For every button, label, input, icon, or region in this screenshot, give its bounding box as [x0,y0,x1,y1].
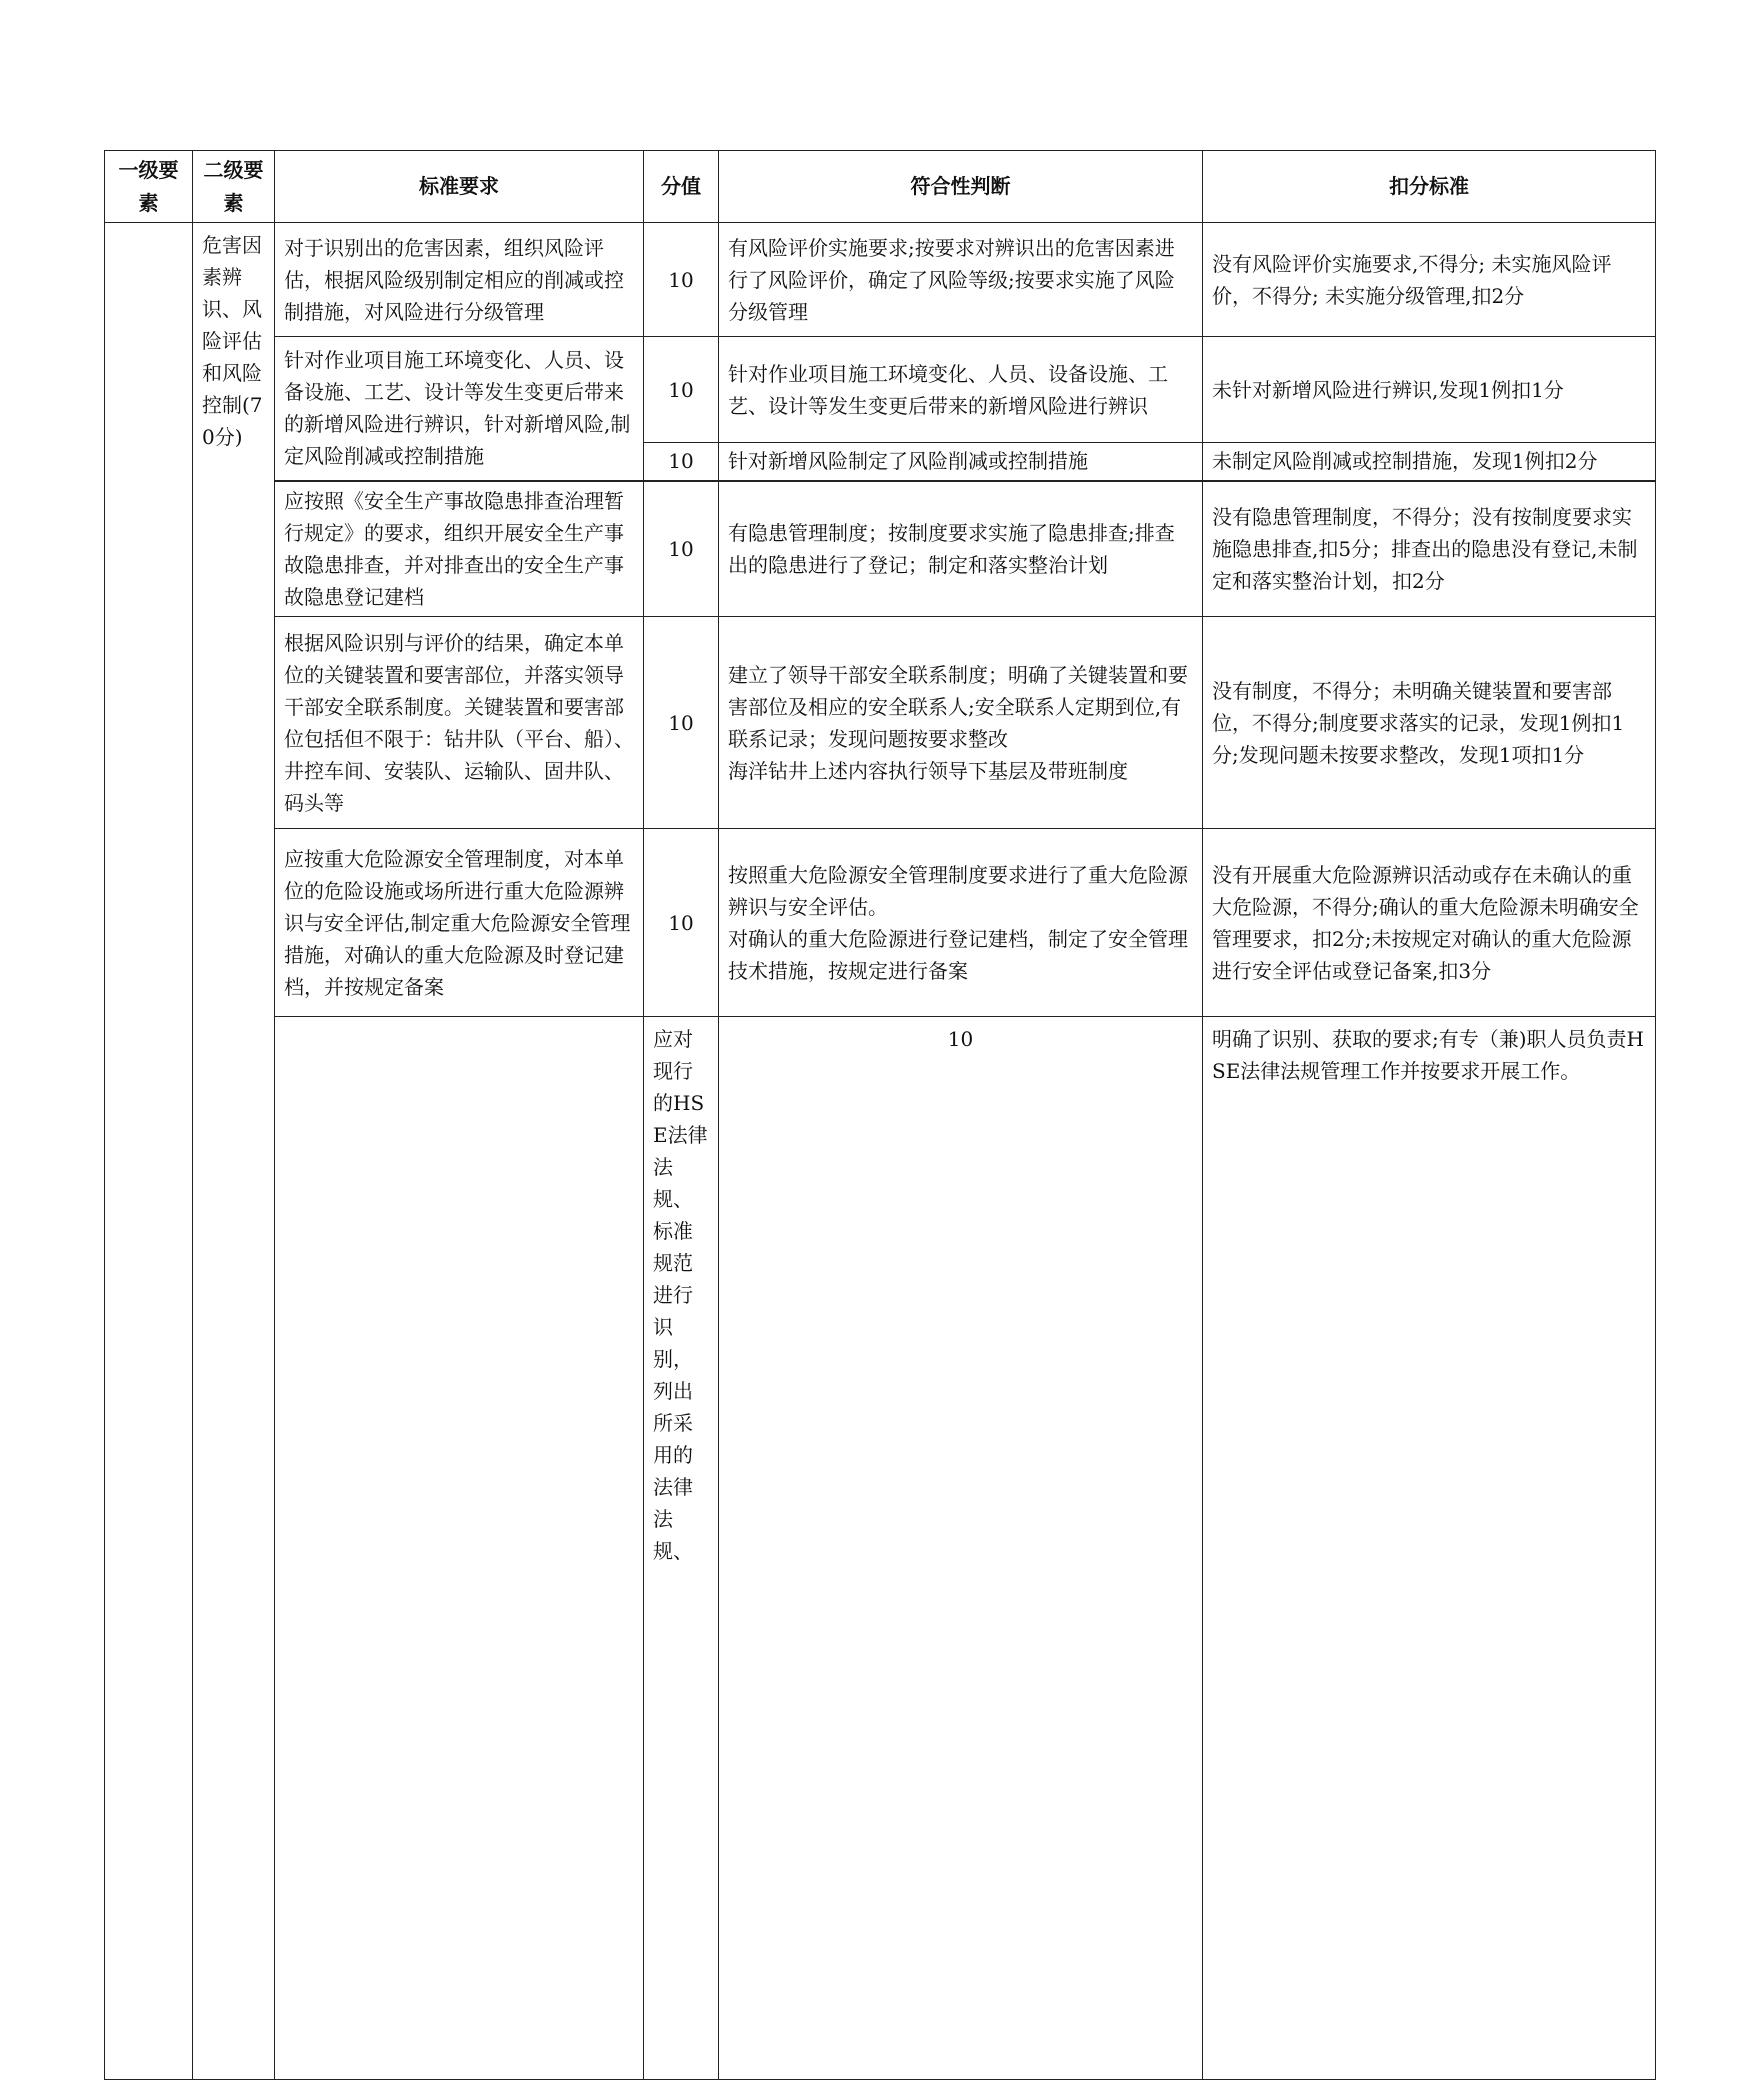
deduction-cell: 未针对新增风险进行辨识,发现1例扣1分 [1203,337,1656,443]
table-row [105,617,1656,829]
deduction-cell: 没有开展重大危险源辨识活动或存在未确认的重大危险源，不得分;确认的重大危险源未明确安全管理要求，扣2分;未按规定对确认的重大危险源进行安全评估或登记备案,扣3分 [1203,829,1656,1017]
level1-cell [105,223,193,2080]
judgment-cell: 有风险评价实施要求;按要求对辨识出的危害因素进行了风险评价，确定了风险等级;按要求实施了风险分级管理 [719,223,1203,337]
judgment-extra: 对确认的重大危险源进行登记建档，制定了安全管理技术措施，按规定进行备案 [728,926,1188,983]
judgment-cell: 有隐患管理制度；按制度要求实施了隐患排查;排查出的隐患进行了登记；制定和落实整治计划 [719,481,1203,617]
judgment-cell: 明确了识别、获取的要求;有专（兼)职人员负责HSE法律法规管理工作并按要求开展工作。 [1203,1017,1656,2080]
header-standard: 标准要求 [275,151,644,223]
judgment-text: 按照重大危险源安全管理制度要求进行了重大危险源辨识与安全评估。 [728,862,1188,919]
header-level2: 二级要素 [193,151,275,223]
standard-cell: 应按照《安全生产事故隐患排查治理暂行规定》的要求，组织开展安全生产事故隐患排查，并对排查出的安全生产事故隐患登记建档 [275,481,644,617]
level2-cell-next [275,1017,644,2080]
table-row [105,223,1656,337]
deduction-cell: 没有隐患管理制度，不得分；没有按制度要求实施隐患排查,扣5分；排查出的隐患没有登记,未制定和落实整治计划，扣2分 [1203,481,1656,617]
standard-cell: 针对作业项目施工环境变化、人员、设备设施、工艺、设计等发生变更后带来的新增风险进行辨识，针对新增风险,制定风险削减或控制措施 [275,337,644,481]
header-score: 分值 [644,151,719,223]
judgment-extra: 海洋钻井上述内容执行领导下基层及带班制度 [728,758,1128,783]
table-row [105,337,1656,443]
deduction-cell: 没有风险评价实施要求,不得分; 未实施风险评价，不得分; 未实施分级管理,扣2分 [1203,223,1656,337]
header-judgment: 符合性判断 [719,151,1203,223]
standard-cell: 根据风险识别与评价的结果，确定本单位的关键装置和要害部位，并落实领导干部安全联系制度。关键装置和要害部位包括但不限于：钻井队（平台、船）、井控车间、安装队、运输队、固井队、码头等 [275,617,644,829]
judgment-text: 建立了领导干部安全联系制度；明确了关键装置和要害部位及相应的安全联系人;安全联系人定期到位,有联系记录；发现问题按要求整改 [728,662,1188,751]
deduction-cell: 没有制度，不得分；未明确关键装置和要害部位，不得分;制度要求落实的记录，发现1例扣1分;发现问题未按要求整改，发现1项扣1分 [1203,617,1656,829]
score-cell: 10 [644,443,719,481]
table-row [105,481,1656,617]
standard-cell: 应按重大危险源安全管理制度，对本单位的危险设施或场所进行重大危险源辨识与安全评估,制定重大危险源安全管理措施，对确认的重大危险源及时登记建档，并按规定备案 [275,829,644,1017]
judgment-cell: 针对作业项目施工环境变化、人员、设备设施、工艺、设计等发生变更后带来的新增风险进行辨识 [719,337,1203,443]
header-level1: 一级要素 [105,151,193,223]
level2-cell: 危害因素辨识、风险评估和风险控制(70分) [193,223,275,2080]
judgment-cell [719,829,1203,1017]
header-deduction: 扣分标准 [1203,151,1656,223]
score-cell: 10 [644,223,719,337]
standard-cell: 对于识别出的危害因素，组织风险评估，根据风险级别制定相应的削减或控制措施，对风险进行分级管理 [275,223,644,337]
score-cell: 10 [644,829,719,1017]
deduction-cell: 未制定风险削减或控制措施，发现1例扣2分 [1203,443,1656,481]
score-cell: 10 [644,481,719,617]
standard-cell: 应对现行的HSE法律法规、标准规范进行识别，列出所采用的法律法规、 [644,1017,719,2080]
header-row [105,151,1656,223]
score-cell: 10 [644,617,719,829]
table-row [105,1017,1656,2080]
judgment-cell [719,617,1203,829]
score-cell: 10 [719,1017,1203,2080]
assessment-table [104,150,1656,2080]
score-cell: 10 [644,337,719,443]
judgment-cell: 针对新增风险制定了风险削减或控制措施 [719,443,1203,481]
table-row [105,829,1656,1017]
